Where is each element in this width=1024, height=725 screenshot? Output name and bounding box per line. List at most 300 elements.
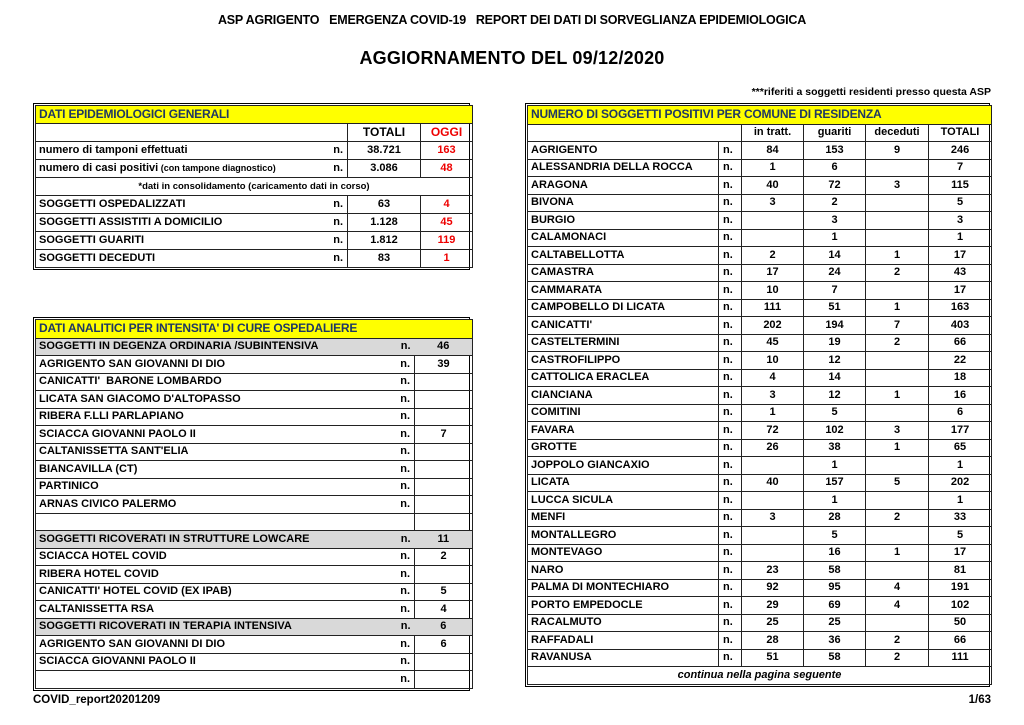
table-row [528, 194, 992, 212]
n-cell: n. [719, 317, 742, 335]
table-row [528, 544, 992, 562]
table-row [36, 142, 473, 160]
table-row [36, 583, 473, 601]
comune-name: PALMA DI MONTECHIARO [528, 579, 719, 597]
n-cell: n. [719, 422, 742, 440]
n-cell: n. [304, 142, 348, 160]
oggi-value: 45 [421, 214, 473, 232]
row-label: SOGGETTI ASSISTITI A DOMICILIO [36, 214, 304, 232]
comune-name: CALTABELLOTTA [528, 247, 719, 265]
n-cell: n. [391, 338, 415, 356]
in-tratt-value: 111 [742, 299, 804, 317]
n-cell: n. [719, 159, 742, 177]
continuation-note: continua nella pagina seguente [528, 667, 992, 685]
asp-residents-note: ***riferiti a soggetti residenti presso questa ASP [751, 86, 991, 98]
table-row [528, 177, 992, 195]
row-label: SOGGETTI DECEDUTI [36, 250, 304, 268]
guariti-value: 102 [804, 422, 866, 440]
table-row [36, 636, 473, 654]
n-cell: n. [391, 356, 415, 374]
facility-label: SCIACCA GIOVANNI PAOLO II [36, 653, 391, 671]
n-cell: n. [391, 653, 415, 671]
comuni-table [525, 103, 990, 687]
guariti-value: 5 [804, 527, 866, 545]
n-cell: n. [391, 478, 415, 496]
totali-value: 102 [929, 597, 992, 615]
deceduti-value [866, 614, 929, 632]
row-label: numero di casi positivi (con tampone diagnostico) [36, 160, 304, 178]
table-row [36, 443, 473, 461]
n-cell: n. [304, 196, 348, 214]
in-tratt-value: 2 [742, 247, 804, 265]
in-tratt-value [742, 457, 804, 475]
deceduti-value [866, 194, 929, 212]
n-cell: n. [391, 671, 415, 689]
table-row [528, 422, 992, 440]
table-row [36, 338, 473, 356]
in-tratt-value: 3 [742, 194, 804, 212]
deceduti-value [866, 282, 929, 300]
n-cell: n. [391, 618, 415, 636]
row-label: SOGGETTI OSPEDALIZZATI [36, 196, 304, 214]
n-cell: n. [719, 474, 742, 492]
guariti-value: 19 [804, 334, 866, 352]
comune-name: ALESSANDRIA DELLA ROCCA [528, 159, 719, 177]
deceduti-value [866, 229, 929, 247]
table-row [36, 671, 473, 689]
count-value: 7 [415, 426, 473, 444]
table-row [528, 369, 992, 387]
facility-label: AGRIGENTO SAN GIOVANNI DI DIO [36, 356, 391, 374]
table-row [528, 404, 992, 422]
comune-name: RAVANUSA [528, 649, 719, 667]
facility-label: AGRIGENTO SAN GIOVANNI DI DIO [36, 636, 391, 654]
facility-label: CALTANISSETTA SANT'ELIA [36, 443, 391, 461]
page-number: 1/63 [968, 694, 991, 706]
empty-cell [36, 124, 348, 142]
in-tratt-value: 40 [742, 177, 804, 195]
n-cell: n. [391, 408, 415, 426]
count-value: 4 [415, 601, 473, 619]
count-value: 5 [415, 583, 473, 601]
guariti-value: 28 [804, 509, 866, 527]
comune-name: JOPPOLO GIANCAXIO [528, 457, 719, 475]
facility-label: CANICATTI' BARONE LOMBARDO [36, 373, 391, 391]
column-header-in-tratt: in tratt. [742, 124, 804, 142]
comune-name: CASTROFILIPPO [528, 352, 719, 370]
row-label: SOGGETTI GUARITI [36, 232, 304, 250]
n-cell: n. [719, 352, 742, 370]
general-table-title: DATI EPIDEMIOLOGICI GENERALI [36, 106, 473, 124]
comune-name: CATTOLICA ERACLEA [528, 369, 719, 387]
guariti-value: 12 [804, 387, 866, 405]
care-table-title-row [36, 320, 473, 339]
n-cell: n. [719, 404, 742, 422]
deceduti-value [866, 492, 929, 510]
table-row [36, 250, 473, 268]
n-cell: n. [391, 426, 415, 444]
totali-value: 1 [929, 229, 992, 247]
deceduti-value: 2 [866, 509, 929, 527]
deceduti-value: 4 [866, 579, 929, 597]
n-cell: n. [719, 492, 742, 510]
deceduti-value [866, 562, 929, 580]
totali-value: 17 [929, 247, 992, 265]
deceduti-value [866, 352, 929, 370]
in-tratt-value: 25 [742, 614, 804, 632]
table-row [528, 597, 992, 615]
deceduti-value: 1 [866, 299, 929, 317]
table-row [528, 229, 992, 247]
in-tratt-value [742, 492, 804, 510]
table-row [36, 232, 473, 250]
in-tratt-value [742, 527, 804, 545]
totali-value: 5 [929, 194, 992, 212]
guariti-value: 95 [804, 579, 866, 597]
table-row [528, 649, 992, 667]
facility-label: SOGGETTI RICOVERATI IN STRUTTURE LOWCARE [36, 531, 391, 549]
comune-name: MONTEVAGO [528, 544, 719, 562]
count-value: 11 [415, 531, 473, 549]
in-tratt-value: 1 [742, 404, 804, 422]
table-row [528, 614, 992, 632]
comuni-table-title: NUMERO DI SOGGETTI POSITIVI PER COMUNE DI RESIDENZA [528, 106, 992, 125]
table-row [528, 334, 992, 352]
deceduti-value: 3 [866, 177, 929, 195]
n-cell: n. [719, 177, 742, 195]
deceduti-value [866, 527, 929, 545]
deceduti-value: 1 [866, 544, 929, 562]
n-cell: n. [719, 299, 742, 317]
care-table-title: DATI ANALITICI PER INTENSITA' DI CURE OSPEDALIERE [36, 320, 473, 339]
facility-label: ARNAS CIVICO PALERMO [36, 496, 391, 514]
totali-value: 81 [929, 562, 992, 580]
comune-name: CANICATTI' [528, 317, 719, 335]
table-row [36, 214, 473, 232]
n-cell: n. [391, 601, 415, 619]
in-tratt-value: 202 [742, 317, 804, 335]
n-cell: n. [719, 282, 742, 300]
totali-value: 3.086 [348, 160, 421, 178]
deceduti-value [866, 159, 929, 177]
n-cell: n. [719, 649, 742, 667]
comune-name: BURGIO [528, 212, 719, 230]
deceduti-value: 2 [866, 632, 929, 650]
deceduti-value: 5 [866, 474, 929, 492]
general-table-title-row [36, 106, 473, 124]
totali-value: 18 [929, 369, 992, 387]
comuni-column-header-row [528, 124, 992, 142]
totali-value: 43 [929, 264, 992, 282]
table-row [36, 408, 473, 426]
totali-value: 5 [929, 527, 992, 545]
table-row [528, 492, 992, 510]
table-row [528, 299, 992, 317]
deceduti-value: 2 [866, 649, 929, 667]
guariti-value: 153 [804, 142, 866, 160]
in-tratt-value: 1 [742, 159, 804, 177]
guariti-value: 14 [804, 369, 866, 387]
n-cell: n. [719, 544, 742, 562]
consolidation-note-row [36, 178, 473, 196]
n-cell: n. [719, 369, 742, 387]
n-cell: n. [719, 212, 742, 230]
table-row [528, 579, 992, 597]
totali-value: 202 [929, 474, 992, 492]
guariti-value: 58 [804, 562, 866, 580]
guariti-value: 69 [804, 597, 866, 615]
n-cell: n. [719, 142, 742, 160]
deceduti-value: 2 [866, 334, 929, 352]
table-row [36, 601, 473, 619]
in-tratt-value: 29 [742, 597, 804, 615]
n-cell: n. [391, 496, 415, 514]
table-row [528, 247, 992, 265]
comune-name: CASTELTERMINI [528, 334, 719, 352]
guariti-value: 72 [804, 177, 866, 195]
n-cell [391, 513, 415, 531]
totali-value: 115 [929, 177, 992, 195]
facility-label: RIBERA HOTEL COVID [36, 566, 391, 584]
comune-name: FAVARA [528, 422, 719, 440]
facility-label: PARTINICO [36, 478, 391, 496]
table-row [36, 566, 473, 584]
comune-name: COMITINI [528, 404, 719, 422]
comune-name: CAMMARATA [528, 282, 719, 300]
table-row [36, 426, 473, 444]
count-value: 46 [415, 338, 473, 356]
in-tratt-value: 40 [742, 474, 804, 492]
column-header-deceduti: deceduti [866, 124, 929, 142]
n-cell: n. [719, 614, 742, 632]
facility-label [36, 513, 391, 531]
totali-value: 63 [348, 196, 421, 214]
totali-value: 6 [929, 404, 992, 422]
table-row [36, 461, 473, 479]
count-value [415, 653, 473, 671]
comune-name: LUCCA SICULA [528, 492, 719, 510]
facility-label: CALTANISSETTA RSA [36, 601, 391, 619]
guariti-value: 1 [804, 492, 866, 510]
in-tratt-value: 26 [742, 439, 804, 457]
general-data-table [33, 103, 470, 270]
totali-value: 191 [929, 579, 992, 597]
totali-value: 1 [929, 457, 992, 475]
count-value [415, 373, 473, 391]
care-intensity-table [33, 317, 470, 691]
deceduti-value: 9 [866, 142, 929, 160]
n-cell: n. [304, 214, 348, 232]
totali-value: 1.128 [348, 214, 421, 232]
guariti-value: 2 [804, 194, 866, 212]
facility-label: RIBERA F.LLI PARLAPIANO [36, 408, 391, 426]
totali-value: 3 [929, 212, 992, 230]
totali-value: 1.812 [348, 232, 421, 250]
oggi-value: 1 [421, 250, 473, 268]
in-tratt-value: 45 [742, 334, 804, 352]
totali-value: 403 [929, 317, 992, 335]
comune-name: CAMPOBELLO DI LICATA [528, 299, 719, 317]
guariti-value: 1 [804, 229, 866, 247]
in-tratt-value: 72 [742, 422, 804, 440]
table-row [36, 196, 473, 214]
count-value: 6 [415, 636, 473, 654]
totali-value: 7 [929, 159, 992, 177]
facility-label: CANICATTI' HOTEL COVID (EX IPAB) [36, 583, 391, 601]
deceduti-value: 1 [866, 439, 929, 457]
in-tratt-value: 4 [742, 369, 804, 387]
page-title: AGGIORNAMENTO DEL 09/12/2020 [359, 48, 665, 68]
table-row [528, 457, 992, 475]
oggi-value: 4 [421, 196, 473, 214]
comune-name: RACALMUTO [528, 614, 719, 632]
n-cell: n. [391, 566, 415, 584]
n-cell: n. [719, 597, 742, 615]
n-cell: n. [391, 461, 415, 479]
comune-name: CIANCIANA [528, 387, 719, 405]
table-row [528, 264, 992, 282]
deceduti-value: 1 [866, 387, 929, 405]
comune-name: MENFI [528, 509, 719, 527]
comune-name: GROTTE [528, 439, 719, 457]
table-row [36, 653, 473, 671]
column-header-totali: TOTALI [929, 124, 992, 142]
guariti-value: 3 [804, 212, 866, 230]
table-row [36, 478, 473, 496]
column-header-oggi: OGGI [421, 124, 473, 142]
guariti-value: 6 [804, 159, 866, 177]
n-cell: n. [719, 194, 742, 212]
facility-label: SCIACCA GIOVANNI PAOLO II [36, 426, 391, 444]
n-cell: n. [719, 509, 742, 527]
count-value [415, 566, 473, 584]
n-cell: n. [391, 373, 415, 391]
general-table-column-header-row [36, 124, 473, 142]
n-cell: n. [391, 391, 415, 409]
deceduti-value: 1 [866, 247, 929, 265]
totali-value: 177 [929, 422, 992, 440]
count-value [415, 513, 473, 531]
n-cell: n. [304, 232, 348, 250]
guariti-value: 58 [804, 649, 866, 667]
guariti-value: 16 [804, 544, 866, 562]
comune-name: CAMASTRA [528, 264, 719, 282]
n-cell: n. [391, 531, 415, 549]
n-cell: n. [304, 250, 348, 268]
totali-value: 83 [348, 250, 421, 268]
comune-name: AGRIGENTO [528, 142, 719, 160]
count-value [415, 408, 473, 426]
column-header-totali: TOTALI [348, 124, 421, 142]
footer-file-name: COVID_report20201209 [33, 694, 161, 706]
comuni-table-title-row [528, 106, 992, 125]
in-tratt-value [742, 229, 804, 247]
n-cell: n. [719, 387, 742, 405]
n-cell: n. [391, 636, 415, 654]
table-row [36, 618, 473, 636]
comune-name: LICATA [528, 474, 719, 492]
table-row [36, 496, 473, 514]
deceduti-value: 2 [866, 264, 929, 282]
totali-value: 17 [929, 282, 992, 300]
count-value [415, 443, 473, 461]
table-row [528, 317, 992, 335]
n-cell: n. [719, 632, 742, 650]
totali-value: 22 [929, 352, 992, 370]
totali-value: 246 [929, 142, 992, 160]
n-cell: n. [391, 583, 415, 601]
deceduti-value [866, 404, 929, 422]
in-tratt-value: 84 [742, 142, 804, 160]
totali-value: 1 [929, 492, 992, 510]
table-row [528, 142, 992, 160]
count-value [415, 496, 473, 514]
guariti-value: 14 [804, 247, 866, 265]
guariti-value: 38 [804, 439, 866, 457]
table-row [36, 548, 473, 566]
totali-value: 66 [929, 632, 992, 650]
n-cell: n. [304, 160, 348, 178]
consolidation-note: *dati in consolidamento (caricamento dati in corso) [36, 178, 473, 196]
guariti-value: 36 [804, 632, 866, 650]
guariti-value: 51 [804, 299, 866, 317]
count-value [415, 671, 473, 689]
deceduti-value [866, 369, 929, 387]
table-row [528, 387, 992, 405]
table-row [528, 562, 992, 580]
table-row [528, 159, 992, 177]
facility-label: BIANCAVILLA (CT) [36, 461, 391, 479]
facility-label: SOGGETTI RICOVERATI IN TERAPIA INTENSIVA [36, 618, 391, 636]
column-header-guariti: guariti [804, 124, 866, 142]
count-value [415, 478, 473, 496]
deceduti-value: 3 [866, 422, 929, 440]
facility-label [36, 671, 391, 689]
report-header: ASP AGRIGENTO EMERGENZA COVID-19 REPORT DEI DATI DI SORVEGLIANZA EPIDEMIOLOGICA [217, 13, 807, 27]
in-tratt-value: 23 [742, 562, 804, 580]
continuation-row [528, 667, 992, 685]
in-tratt-value: 17 [742, 264, 804, 282]
count-value: 39 [415, 356, 473, 374]
in-tratt-value [742, 544, 804, 562]
table-row [36, 531, 473, 549]
table-row [36, 160, 473, 178]
table-row [528, 439, 992, 457]
comune-name: NARO [528, 562, 719, 580]
n-cell: n. [391, 548, 415, 566]
n-cell: n. [719, 247, 742, 265]
facility-label: SCIACCA HOTEL COVID [36, 548, 391, 566]
comune-name: RAFFADALI [528, 632, 719, 650]
table-row [528, 282, 992, 300]
totali-value: 111 [929, 649, 992, 667]
oggi-value: 163 [421, 142, 473, 160]
table-row [36, 356, 473, 374]
table-row [528, 352, 992, 370]
guariti-value: 7 [804, 282, 866, 300]
table-row [528, 632, 992, 650]
guariti-value: 194 [804, 317, 866, 335]
comune-name: BIVONA [528, 194, 719, 212]
totali-value: 65 [929, 439, 992, 457]
totali-value: 16 [929, 387, 992, 405]
in-tratt-value: 3 [742, 387, 804, 405]
in-tratt-value: 3 [742, 509, 804, 527]
n-cell: n. [719, 334, 742, 352]
totali-value: 163 [929, 299, 992, 317]
n-cell: n. [719, 439, 742, 457]
n-cell: n. [719, 527, 742, 545]
